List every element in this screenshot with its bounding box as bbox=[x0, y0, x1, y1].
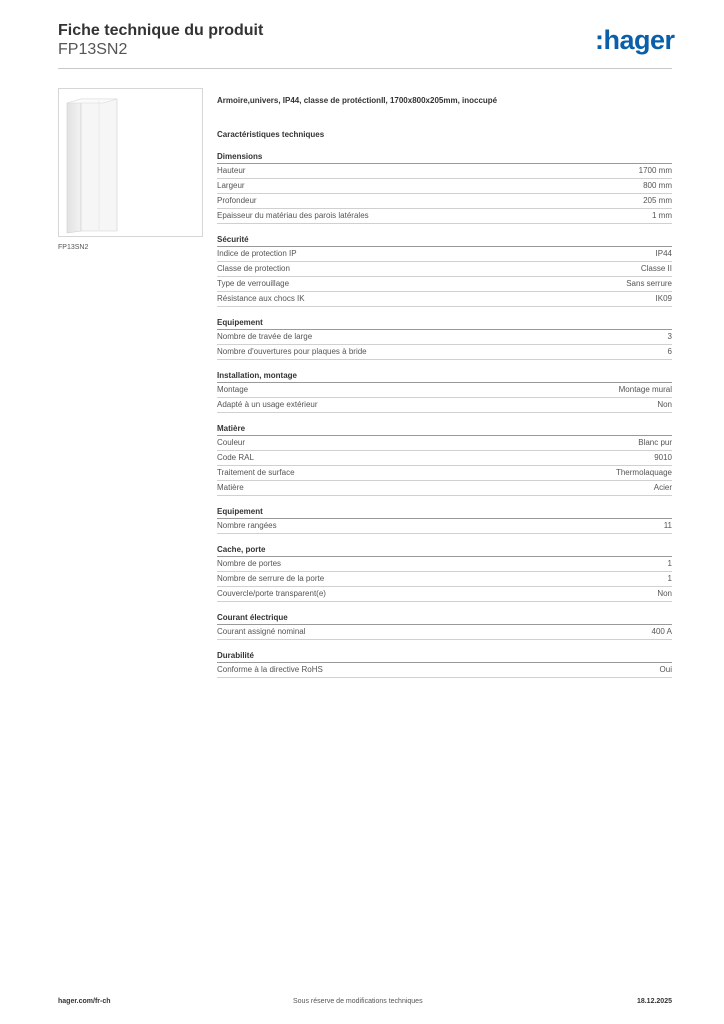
section-title: Courant électrique bbox=[217, 611, 672, 625]
spec-row bbox=[217, 436, 672, 451]
section-title: Cache, porte bbox=[217, 543, 672, 557]
spec-row bbox=[217, 277, 672, 292]
spec-row bbox=[217, 481, 672, 496]
spec-value: Blanc pur bbox=[638, 438, 672, 447]
spec-value: 11 bbox=[663, 521, 672, 530]
spec-value: 400 A bbox=[651, 627, 672, 636]
spec-label: Profondeur bbox=[217, 196, 257, 205]
spec-row bbox=[217, 663, 672, 678]
spec-section bbox=[217, 369, 672, 413]
spec-value: 6 bbox=[667, 347, 672, 356]
spec-label: Couvercle/porte transparent(e) bbox=[217, 589, 326, 598]
spec-row bbox=[217, 557, 672, 572]
section-title: Sécurité bbox=[217, 233, 672, 247]
spec-label: Conforme à la directive RoHS bbox=[217, 665, 323, 674]
spec-value: 1 mm bbox=[652, 211, 672, 220]
spec-label: Traitement de surface bbox=[217, 468, 295, 477]
spec-label: Nombre d'ouvertures pour plaques à bride bbox=[217, 347, 367, 356]
spec-value: Non bbox=[657, 400, 672, 409]
spec-value: Acier bbox=[653, 483, 672, 492]
spec-row bbox=[217, 194, 672, 209]
spec-row bbox=[217, 625, 672, 640]
spec-value: 3 bbox=[667, 332, 672, 341]
spec-row bbox=[217, 164, 672, 179]
spec-value: Oui bbox=[659, 665, 672, 674]
spec-section bbox=[217, 611, 672, 640]
spec-row bbox=[217, 262, 672, 277]
spec-value: Sans serrure bbox=[626, 279, 672, 288]
section-title: Matière bbox=[217, 422, 672, 436]
spec-row bbox=[217, 345, 672, 360]
section-title: Durabilité bbox=[217, 649, 672, 663]
spec-row bbox=[217, 519, 672, 534]
spec-row bbox=[217, 466, 672, 481]
hager-logo bbox=[595, 26, 675, 56]
spec-label: Classe de protection bbox=[217, 264, 290, 273]
spec-section bbox=[217, 505, 672, 534]
spec-sections bbox=[217, 150, 672, 678]
spec-value: Thermolaquage bbox=[615, 468, 672, 477]
spec-value: 1 bbox=[667, 574, 672, 583]
product-reference: FP13SN2 bbox=[58, 41, 128, 58]
spec-label: Largeur bbox=[217, 181, 245, 190]
image-caption: FP13SN2 bbox=[58, 244, 89, 251]
spec-row bbox=[217, 398, 672, 413]
section-title: Equipement bbox=[217, 316, 672, 330]
cabinet-illustration bbox=[59, 89, 202, 236]
product-image bbox=[58, 88, 203, 237]
spec-row bbox=[217, 179, 672, 194]
spec-content bbox=[217, 96, 672, 687]
spec-label: Indice de protection IP bbox=[217, 249, 297, 258]
logo-text: :hager bbox=[595, 26, 675, 55]
product-description: Armoire,univers, IP44, classe de protéctionII, 1700x800x205mm, inoccupé bbox=[217, 96, 498, 105]
spec-section bbox=[217, 649, 672, 678]
spec-section bbox=[217, 233, 672, 307]
section-title: Installation, montage bbox=[217, 369, 672, 383]
spec-value: IP44 bbox=[655, 249, 672, 258]
spec-value: IK09 bbox=[655, 294, 672, 303]
spec-label: Type de verrouillage bbox=[217, 279, 290, 288]
spec-row bbox=[217, 330, 672, 345]
spec-value: Montage mural bbox=[618, 385, 672, 394]
spec-value: 800 mm bbox=[643, 181, 672, 190]
spec-value: Non bbox=[657, 589, 672, 598]
spec-section bbox=[217, 543, 672, 602]
spec-label: Courant assigné nominal bbox=[217, 627, 306, 636]
spec-label: Montage bbox=[217, 385, 249, 394]
spec-label: Nombre de travée de large bbox=[217, 332, 313, 341]
spec-row bbox=[217, 209, 672, 224]
spec-section bbox=[217, 150, 672, 224]
spec-label: Nombre rangées bbox=[217, 521, 277, 530]
spec-label: Epaisseur du matériau des parois latérales bbox=[217, 211, 369, 220]
spec-label: Adapté à un usage extérieur bbox=[217, 400, 318, 409]
spec-row bbox=[217, 451, 672, 466]
spec-value: 9010 bbox=[654, 453, 672, 462]
spec-label: Résistance aux chocs IK bbox=[217, 294, 305, 303]
spec-value: 205 mm bbox=[643, 196, 672, 205]
spec-label: Hauteur bbox=[217, 166, 246, 175]
spec-value: Classe II bbox=[640, 264, 672, 273]
spec-row bbox=[217, 587, 672, 602]
spec-row bbox=[217, 383, 672, 398]
specs-heading: Caractéristiques techniques bbox=[217, 130, 325, 139]
spec-label: Nombre de serrure de la porte bbox=[217, 574, 325, 583]
spec-row bbox=[217, 572, 672, 587]
footer-date: 18.12.2025 bbox=[636, 998, 672, 1005]
spec-label: Code RAL bbox=[217, 453, 254, 462]
spec-section bbox=[217, 316, 672, 360]
header-divider bbox=[58, 68, 672, 69]
spec-value: 1700 mm bbox=[638, 166, 672, 175]
document-header bbox=[58, 22, 263, 60]
footer-disclaimer: Sous réserve de modifications techniques bbox=[293, 998, 423, 1005]
spec-section bbox=[217, 422, 672, 496]
section-title: Equipement bbox=[217, 505, 672, 519]
spec-label: Nombre de portes bbox=[217, 559, 282, 568]
spec-label: Matière bbox=[217, 483, 244, 492]
spec-label: Couleur bbox=[217, 438, 246, 447]
section-title: Dimensions bbox=[217, 150, 672, 164]
spec-value: 1 bbox=[667, 559, 672, 568]
footer-website: hager.com/fr-ch bbox=[58, 998, 111, 1005]
spec-row bbox=[217, 292, 672, 307]
page-title: Fiche technique du produit bbox=[58, 22, 264, 39]
spec-row bbox=[217, 247, 672, 262]
